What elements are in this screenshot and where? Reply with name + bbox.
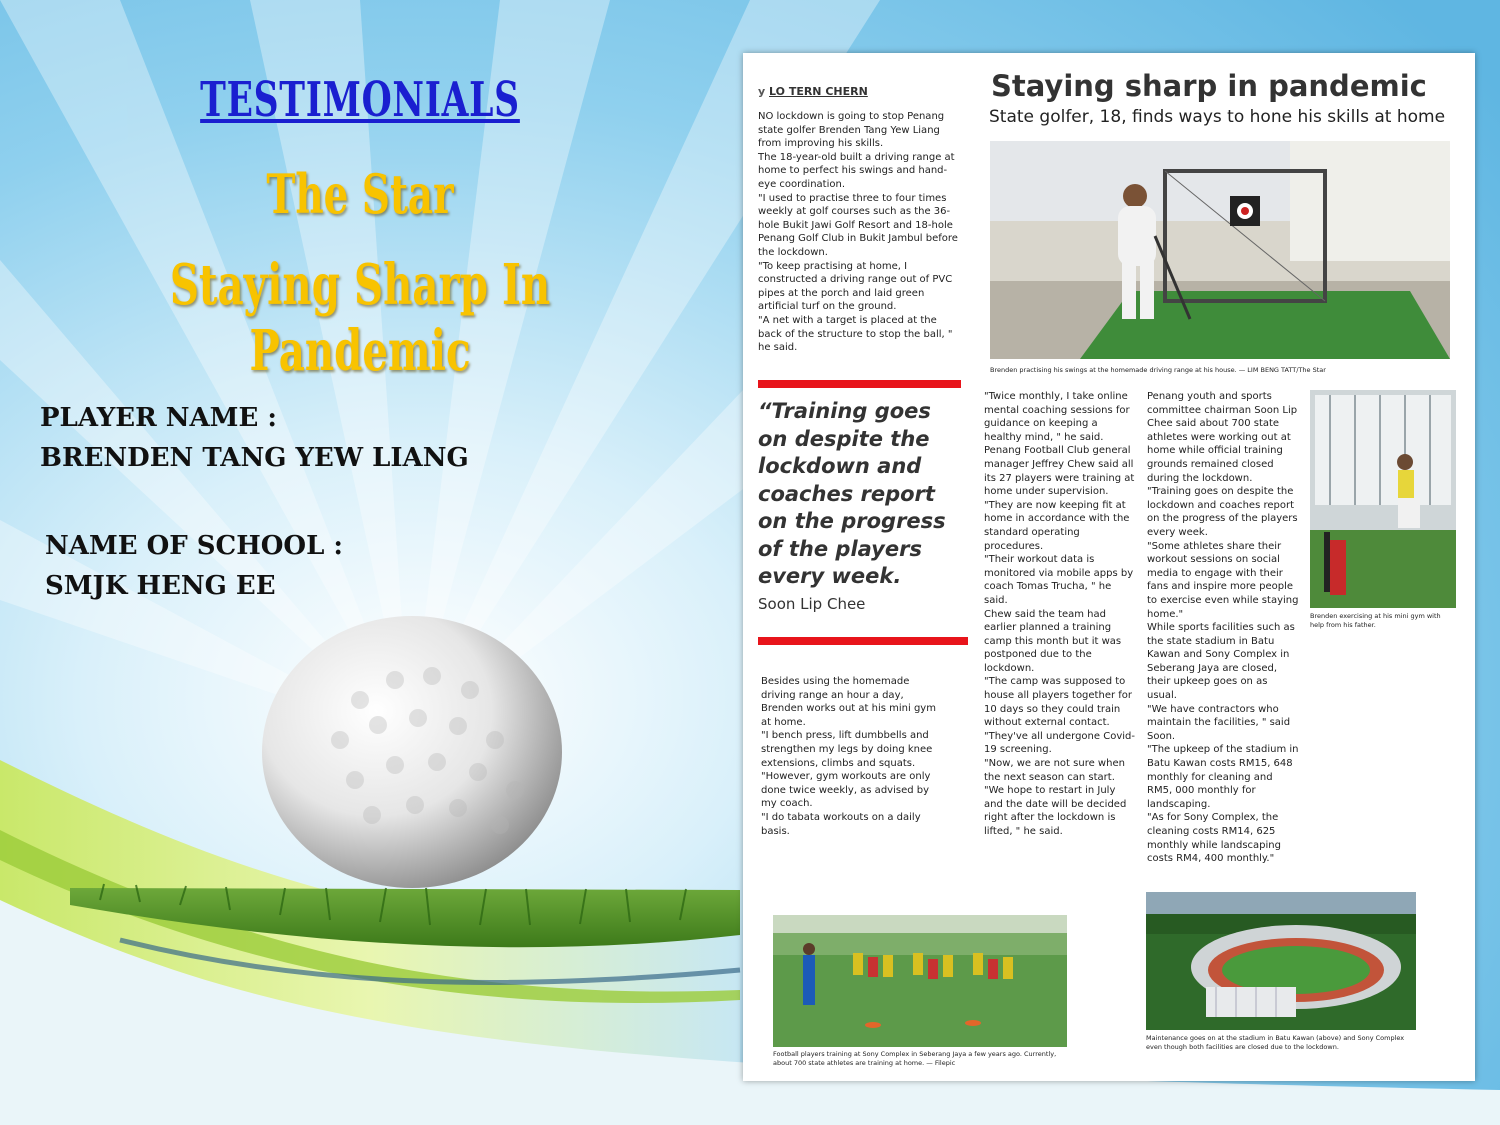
player-info [40, 398, 469, 478]
article-column-1 [758, 110, 963, 355]
paragraph: NO lockdown is going to stop Penang state golfer Brenden Tang Yew Liang from improving his skills. [758, 111, 945, 150]
photo-caption: Maintenance goes on at the stadium in Batu Kawan (above) and Sony Complex even though both facilities are closed due to the lockdown. [1146, 1034, 1405, 1051]
paragraph: "To keep practising at home, I constructed a driving range out of PVC pipes at the porch and laid green artificial turf on the ground. [758, 260, 953, 313]
photo-caption: Brenden exercising at his mini gym with help from his father. [1310, 612, 1441, 629]
article-byline [758, 85, 868, 98]
photo-caption: Brenden practising his swings at the homemade driving range at his house. — LIM BENG TATT/The Star [990, 366, 1326, 374]
paragraph: "We have contractors who maintain the facilities, " said Soon. [1147, 703, 1291, 742]
pull-quote: “Training goes on despite the lockdown and coaches report on the progress of the players every week. [758, 399, 946, 588]
paragraph: While sports facilities such as the state stadium in Batu Kawan and Sony Complex in Seberang Jaya are closed, their upkeep goes on as usual. [1147, 622, 1295, 702]
paragraph: "I used to practise three to four times weekly at golf courses such as the 36-hole Bukit Jawi Golf Resort and 18-hole Penang Golf Club in Bukit Jambul before the lockdown. [758, 192, 958, 258]
article-subtitle: State golfer, 18, finds ways to hone his skills at home [989, 107, 1446, 127]
school-name: SMJK HENG EE [45, 571, 276, 601]
newspaper-clipping [743, 53, 1475, 1081]
paragraph: "They are now keeping fit at home in accordance with the standard operating procedures. [984, 499, 1130, 552]
paragraph: "I do tabata workouts on a daily basis. [761, 811, 921, 837]
football-training-photo [773, 915, 1067, 1047]
paragraph: Penang youth and sports committee chairman Soon Lip Chee said about 700 state athletes were working out at home while official training grounds remained closed during the lockdown. [1147, 391, 1298, 484]
paragraph: "Training goes on despite the lockdown and coaches report on the progress of the players every week. [1147, 486, 1298, 538]
paragraph: "Twice monthly, I take online mental coaching sessions for guidance on keeping a healthy mind, " he said. [984, 391, 1130, 443]
golfer-driving-range-photo [990, 141, 1450, 359]
paragraph: "Some athletes share their workout sessions on social media to engage with their fans and inspire more people to exercise even while staying home." [1147, 540, 1299, 620]
paragraph: "Their workout data is monitored via mobile apps by coach Tomas Trucha, " he said. [984, 554, 1134, 606]
paragraph: "We hope to restart in July and the date will be decided right after the lockdown is lifted, " he said. [984, 785, 1127, 837]
slide-headline: Staying Sharp In Pandemic [169, 252, 551, 384]
player-label: PLAYER NAME : [40, 403, 277, 433]
paragraph: "A net with a target is placed at the back of the structure to stop the ball, " he said. [758, 314, 953, 354]
paragraph: "As for Sony Complex, the cleaning costs RM14, 625 monthly while landscaping costs RM4, 400 monthly." [1147, 812, 1281, 865]
mini-gym-photo [1310, 390, 1456, 608]
article-column-1b [761, 675, 941, 838]
paragraph: Besides using the homemade driving range an hour a day, Brenden works out at his mini gym at home. [761, 676, 936, 728]
red-divider [758, 637, 968, 645]
school-info [45, 526, 343, 606]
paragraph: The 18-year-old built a driving range at home to perfect his swings and hand-eye coordination. [758, 151, 955, 190]
slide-title: TESTIMONIALS [200, 72, 520, 128]
paragraph: "Now, we are not sure when the next season can start. [984, 758, 1125, 783]
article-column-3 [1147, 390, 1300, 866]
byline-name: LO TERN CHERN [769, 85, 868, 98]
pull-quote-author: Soon Lip Chee [758, 595, 866, 613]
article-column-2 [984, 390, 1136, 839]
byline-prefix: y [758, 85, 766, 98]
paragraph: "The upkeep of the stadium in Batu Kawan costs RM15, 648 monthly for cleaning and RM5, 000 monthly for landscaping. [1147, 744, 1299, 810]
article-title: Staying sharp in pandemic [991, 69, 1427, 103]
paragraph: Penang Football Club general manager Jeffrey Chew said all its 27 players were training at home under supervision. [984, 445, 1135, 498]
player-name: BRENDEN TANG YEW LIANG [40, 443, 469, 473]
paragraph: "I bench press, lift dumbbells and strengthen my legs by doing knee extensions, climbs and squats. [761, 730, 933, 769]
red-divider [758, 380, 961, 388]
paragraph: "However, gym workouts are only done twice weekly, as advised by my coach. [761, 771, 931, 810]
paragraph: "They've all undergone Covid-19 screening. [984, 730, 1135, 756]
paragraph: Chew said the team had earlier planned a training camp this month but it was postponed due to the lockdown. [984, 608, 1122, 674]
photo-caption: Football players training at Sony Complex in Seberang Jaya a few years ago. Currently, about 700 state athletes are training at home. — Filepic [773, 1050, 1057, 1067]
school-label: NAME OF SCHOOL : [45, 531, 344, 561]
paragraph: "The camp was supposed to house all players together for 10 days so they could train without external contact. [984, 676, 1133, 729]
publication-name: The Star [266, 162, 454, 226]
stadium-photo [1146, 892, 1416, 1030]
